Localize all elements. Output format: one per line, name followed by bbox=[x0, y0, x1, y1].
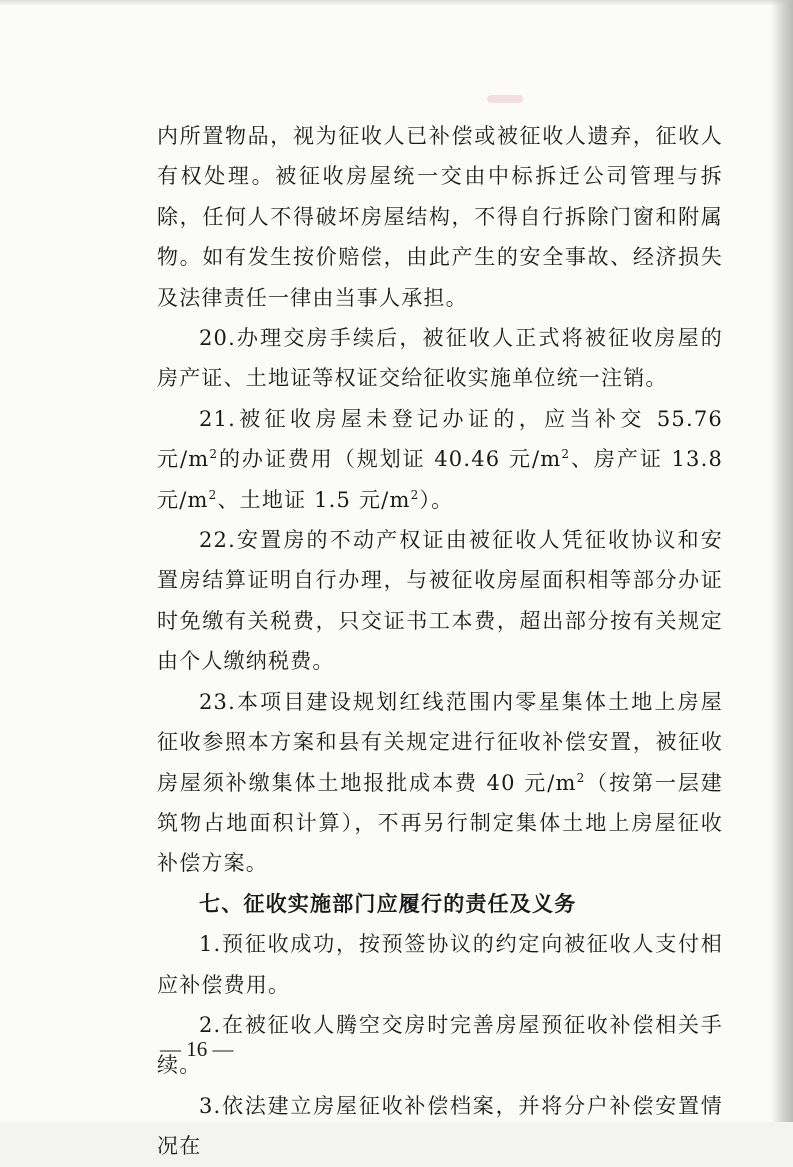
section-item-1: 1.预征收成功，按预签协议的约定向被征收人支付相应补偿费用。 bbox=[157, 932, 723, 997]
paragraph-21 bbox=[157, 399, 723, 520]
section-item-3: 3.依法建立房屋征收补偿档案，并将分户补偿安置情况在 bbox=[157, 1093, 723, 1159]
section-item-2: 2.在被征收人腾空交房时完善房屋预征收补偿相关手续。 bbox=[157, 1012, 723, 1078]
superscript-2: 2 bbox=[561, 447, 571, 462]
faint-stamp-mark bbox=[487, 95, 523, 103]
body-text bbox=[157, 116, 723, 1167]
section-heading: 七、征收实施部门应履行的责任及义务 bbox=[199, 891, 577, 916]
superscript-2: 2 bbox=[209, 447, 219, 462]
p23-part-a: 23.本项目建设规划红线范围内零星集体土地上房屋征收参照本方案和县有关规定进行征收补偿安置，被征收房屋须补缴集体土地报批成本费 40 元/m bbox=[157, 689, 723, 795]
p21-part-e: ）。 bbox=[419, 487, 454, 512]
page-number: — 16 — bbox=[160, 1037, 234, 1061]
paragraph-22: 22.安置房的不动产权证由被征收人凭征收协议和安置房结算证明自行办理，与被征收房屋面积相等部分办证时免缴有关税费，只交证书工本费，超出部分按有关规定由个人缴纳税费。 bbox=[157, 528, 723, 674]
p21-part-c: 、房产证 13.8 元/m bbox=[157, 447, 724, 512]
scan-edge-shadow bbox=[771, 0, 793, 1122]
superscript-2: 2 bbox=[208, 487, 218, 502]
p21-part-b: 的办证费用（规划证 40.46 元/m bbox=[218, 447, 562, 472]
paragraph-20: 20.办理交房手续后，被征收人正式将被征收房屋的房产证、土地证等权证交给征收实施单位统一注销。 bbox=[157, 326, 723, 391]
paragraph-23 bbox=[157, 682, 723, 884]
paragraph-continuation: 内所置物品，视为征收人已补偿或被征收人遗弃，征收人有权处理。被征收房屋统一交由中标拆迁公司管理与拆除，任何人不得破坏房屋结构，不得自行拆除门窗和附属物。如有发生按价赔偿，由此产生的安全事故、经济损失及法律责任一律由当事人承担。 bbox=[157, 124, 723, 310]
scan-top-shadow bbox=[0, 0, 793, 6]
p21-part-a: 21.被征收房屋未登记办证的，应当补交 55.76 元/m bbox=[157, 406, 723, 472]
superscript-2: 2 bbox=[576, 770, 586, 785]
p23-part-b: （按第一层建筑物占地面积计算），不再另行制定集体土地上房屋征收补偿方案。 bbox=[157, 770, 723, 876]
p21-part-d: 、土地证 1.5 元/m bbox=[217, 487, 411, 512]
superscript-2: 2 bbox=[410, 487, 420, 502]
